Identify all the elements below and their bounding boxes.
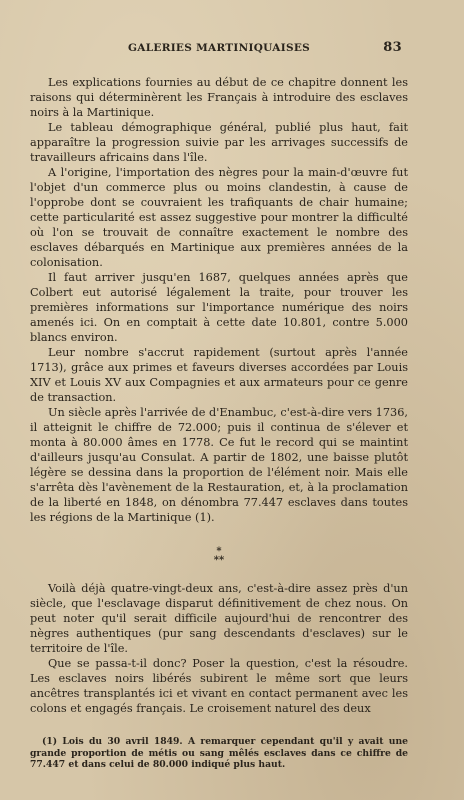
running-head-title: GALERIES MARTINIQUAISES: [128, 42, 311, 54]
paragraph: Les explications fournies au début de ce chapitre donnent les raisons qui déterminèrent les Français à introduire des esclaves noirs à la Martinique.: [30, 76, 408, 119]
paragraph: A l'origine, l'importation des nègres pour la main-d'œuvre fut l'objet d'un commerce plus ou moins clandestin, à cause de l'opprobe dont se couvraient les trafiquants de chair humaine; cette particularité est assez suggestive pour montrer la difficulté où l'on se trouvait de connaître exactement le nombre des esclaves débarqués en Martinique aux premières années de la colonisation.: [30, 166, 408, 269]
footnote: (1) Lois du 30 avril 1849. A remarquer cependant qu'il y avait une grande proportion de métis ou sang mêlés esclaves dans ce chiffre de 77.447 et dans celui de 80.000 indiqué plus haut.: [30, 736, 408, 770]
paragraph: Il faut arriver jusqu'en 1687, quelques années après que Colbert eut autorisé légalement la traite, pour trouver les premières informations sur l'importance numérique des noirs amenés ici. On en comptait à cette date 10.801, contre 5.000 blancs environ.: [30, 271, 408, 344]
body-text: [30, 75, 408, 716]
paragraph: Un siècle après l'arrivée de d'Enambuc, c'est-à-dire vers 1736, il atteignit le chiffre de 72.000; puis il continua de s'élever et monta à 80.000 âmes en 1778. Ce fut le record qui se maintint d'ailleurs jusqu'au Consulat. A partir de 1802, une baisse plutôt légère se dessina dans la proportion de l'élément noir. Mais elle s'arrêta dès l'avènement de la Restauration, et, à la proclamation de la liberté en 1848, on dénombra 77.447 esclaves dans toutes les régions de la Martinique (1).: [30, 406, 408, 524]
section-separator: [30, 547, 408, 565]
running-head: [128, 40, 402, 55]
separator-asterisk-bottom: **: [213, 555, 225, 566]
paragraph: Le tableau démographique général, publié plus haut, fait apparaître la progression suivie par les arrivages successifs de travailleurs africains dans l'île.: [30, 121, 408, 164]
separator-asterisk-top: *: [216, 546, 222, 557]
page-number: 83: [383, 40, 402, 55]
paragraph: Que se passa-t-il donc? Poser la question, c'est la résoudre. Les esclaves noirs libérés subirent le même sort que leurs ancêtres transplantés ici et vivant en contact permanent avec les colons et engagés français. Le croisement naturel des deux: [30, 657, 408, 715]
paragraph: Voilà déjà quatre-vingt-deux ans, c'est-à-dire assez près d'un siècle, que l'esclavage disparut définitivement de chez nous. On peut noter qu'il serait difficile aujourd'hui de rencontrer des nègres authentiques (pur sang descendants d'esclaves) sur le territoire de l'île.: [30, 582, 408, 655]
book-page: [30, 40, 408, 780]
paragraph: Leur nombre s'accrut rapidement (surtout après l'année 1713), grâce aux primes et faveurs diverses accordées par Louis XIV et Louis XV aux Compagnies et aux armateurs pour ce genre de transaction.: [30, 346, 408, 404]
